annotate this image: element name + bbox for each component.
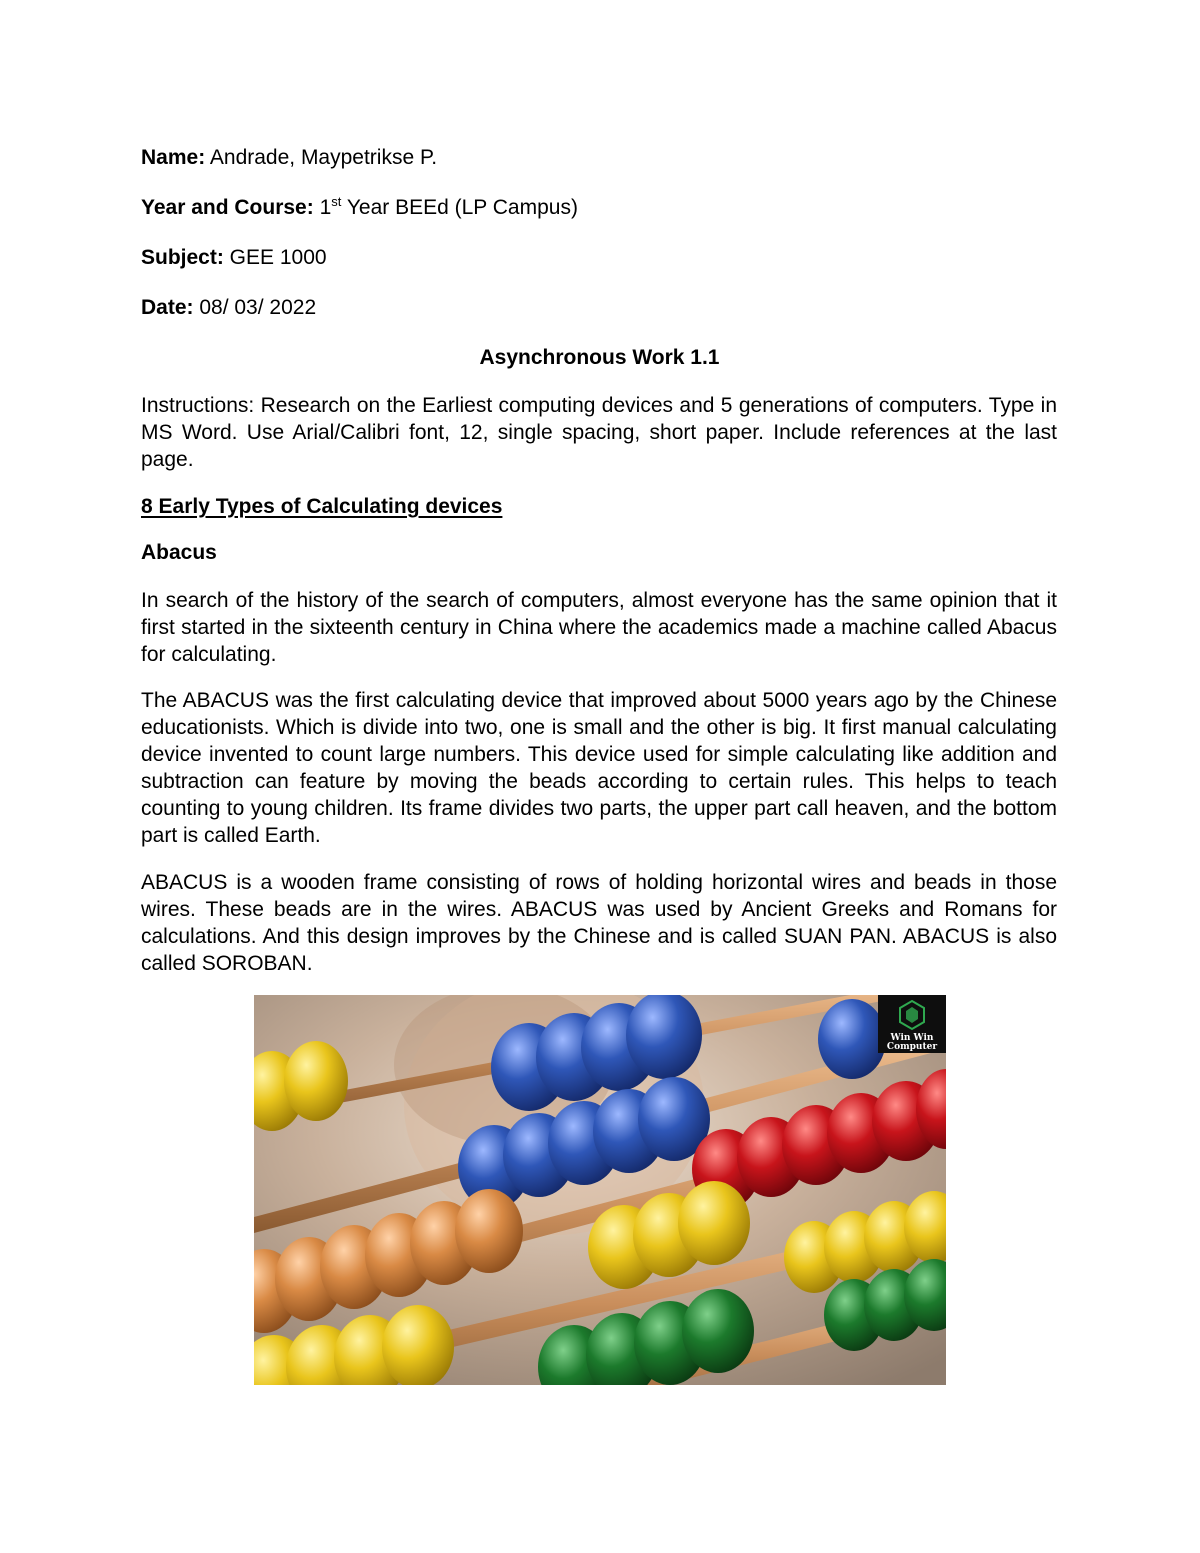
- name-label: Name:: [141, 146, 206, 169]
- section-heading: 8 Early Types of Calculating devices: [141, 495, 503, 518]
- logo-text-line2: Computer: [886, 1042, 938, 1052]
- abacus-illustration: [254, 995, 946, 1385]
- body-paragraph-2: The ABACUS was the first calculating device that improved about 5000 years ago by the Chinese educationists. Which is divide into two, one is small and the other is big. It first manual calculating device invented to count large numbers. This device used for simple calculating like addition and subtraction can feature by moving the beads according to certain rules. This helps to teach counting to young children. Its frame divides two parts, the upper part call heaven, and the bottom part is called Earth.: [141, 689, 1057, 847]
- year-course-label: Year and Course:: [141, 196, 314, 219]
- name-field: [141, 145, 437, 171]
- year-value-course: Year BEEd (LP Campus): [341, 196, 578, 219]
- body-paragraph-3: ABACUS is a wooden frame consisting of rows of holding horizontal wires and beads in those wires. These beads are in the wires. ABACUS was used by Ancient Greeks and Romans for calculations. And this design improves by the Chinese and is called SUAN PAN. ABACUS is also called SOROBAN.: [141, 871, 1057, 975]
- win-win-computer-logo: [878, 995, 946, 1053]
- instructions-paragraph: Instructions: Research on the Earliest computing devices and 5 generations of computers. Type in MS Word. Use Arial/Calibri font, 12, single spacing, short paper. Include references at the last page.: [141, 394, 1057, 471]
- year-course-field: [141, 195, 578, 221]
- year-value-suffix: st: [331, 194, 342, 209]
- abacus-photo: [254, 995, 946, 1385]
- name-value: Andrade, Maypetrikse P.: [205, 146, 438, 169]
- date-field: [141, 295, 316, 321]
- subject-value: GEE 1000: [223, 246, 327, 269]
- body-paragraph-1: In search of the history of the search of computers, almost everyone has the same opinion that it first started in the sixteenth century in China where the academics made a machine called Abacus for calculating.: [141, 589, 1057, 666]
- subject-label: Subject:: [141, 246, 224, 269]
- date-label: Date:: [141, 296, 194, 319]
- year-value-number: 1: [313, 196, 332, 219]
- subject-field: [141, 245, 327, 271]
- document-title: Asynchronous Work 1.1: [479, 346, 720, 369]
- date-value: 08/ 03/ 2022: [193, 296, 317, 319]
- logo-text-line1: Win Win: [890, 1033, 934, 1043]
- abacus-subheading: Abacus: [141, 541, 217, 564]
